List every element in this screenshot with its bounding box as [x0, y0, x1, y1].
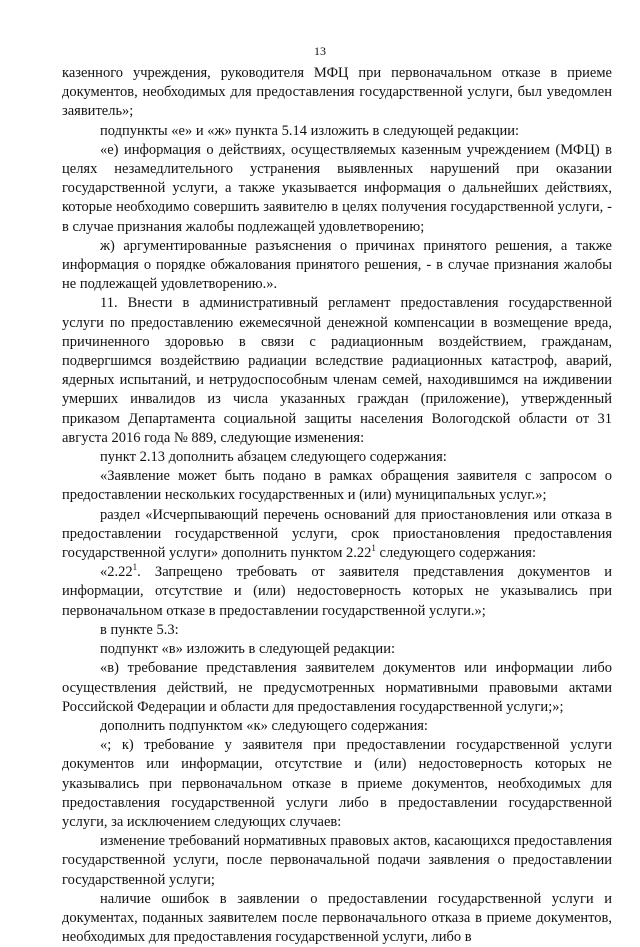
- paragraph: подпункт «в» изложить в следующей редакции:: [100, 641, 395, 658]
- paragraph: изменение требований нормативных правовых актов, касающихся предоставления государственной услуги, после первоначальной подачи заявления о предоставлении государственной услуги;: [62, 833, 612, 888]
- paragraph: подпункты «е» и «ж» пункта 5.14 изложить в следующей редакции:: [100, 122, 520, 139]
- paragraph: «е) информация о действиях, осуществляемых казенным учреждением (МФЦ) в целях незамедлительного устранения выявленных нарушений при оказании государственной услуги, а также указывается информация о дальнейших действиях, которые необходимо совершить заявителю в целях получения государственной услуги, - в случае признания жалобы подлежащей удовлетворению;: [62, 141, 612, 235]
- paragraph: 11. Внести в административный регламент предоставления государственной услуги по предоставлению ежемесячной денежной компенсации в возмещение вреда, причиненного здоровью в связи с радиационным воздействием, гражданам, подвергшимся воздействию радиации вследствие радиационных катастроф, аварий, ядерных испытаний, и нетрудоспособным членам семей, находившимся на иждивении умерших инвалидов из числа указанных граждан (приложение), утвержденный приказом Департамента социальной защиты населения Вологодской области от 31 августа 2016 года № 889, следующие изменения:: [62, 295, 612, 446]
- paragraph: ж) аргументированные разъяснения о причинах принятого решения, а также информация о порядке обжалования принятого решения, - в случае признания жалобы не подлежащей удовлетворению.».: [62, 237, 612, 293]
- paragraph-text: «2.22: [100, 564, 133, 581]
- paragraph-text: . Запрещено требовать от заявителя представления документов и информации, отсутствие и (или) недостоверность которых не указывались при первоначальном отказе в предоставлении государственной услуги.»;: [62, 564, 612, 619]
- page-number: 13: [314, 44, 326, 58]
- paragraph: дополнить подпунктом «к» следующего содержания:: [100, 717, 428, 734]
- paragraph: наличие ошибок в заявлении о предоставлении государственной услуги и документах, поданных заявителем после первоначального отказа в приеме документов, необходимых для предоставления государственной услуги, либо в: [62, 890, 612, 946]
- paragraph: пункт 2.13 дополнить абзацем следующего содержания:: [100, 449, 447, 466]
- paragraph-text: раздел «Исчерпывающий перечень оснований для приостановления или отказа в предоставлении государственной услуги, срок приостановления предоставления государственной услуги» дополнить пунктом 2.22: [62, 506, 612, 562]
- paragraph: в пункте 5.3:: [100, 621, 179, 638]
- paragraph: [62, 563, 612, 621]
- paragraph: «Заявление может быть подано в рамках обращения заявителя с запросом о предоставлении нескольких государственных и (или) муниципальных услуг.»;: [62, 468, 612, 504]
- paragraph-text: следующего содержания:: [375, 545, 536, 562]
- superscript: 1: [132, 562, 138, 573]
- paragraph: [62, 506, 612, 564]
- document-body: [62, 64, 612, 947]
- superscript: 1: [371, 543, 376, 554]
- paragraph: «в) требование представления заявителем документов или информации либо осуществления действий, не предусмотренных нормативными правовыми актами Российской Федерации и области для предоставления государственной услуги;»;: [62, 660, 612, 715]
- paragraph: казенного учреждения, руководителя МФЦ при первоначальном отказе в приеме документов, необходимых для предоставления государственной услуги, был уведомлен заявитель»;: [62, 65, 612, 120]
- paragraph: «; к) требование у заявителя при предоставлении государственной услуги документов или информации, отсутствие и (или) недостоверность которых не указывались при первоначальном отказе в приеме документов, необходимых для предоставления государственной услуги либо в предоставлении государственной услуги, за исключением следующих случаев:: [62, 737, 612, 830]
